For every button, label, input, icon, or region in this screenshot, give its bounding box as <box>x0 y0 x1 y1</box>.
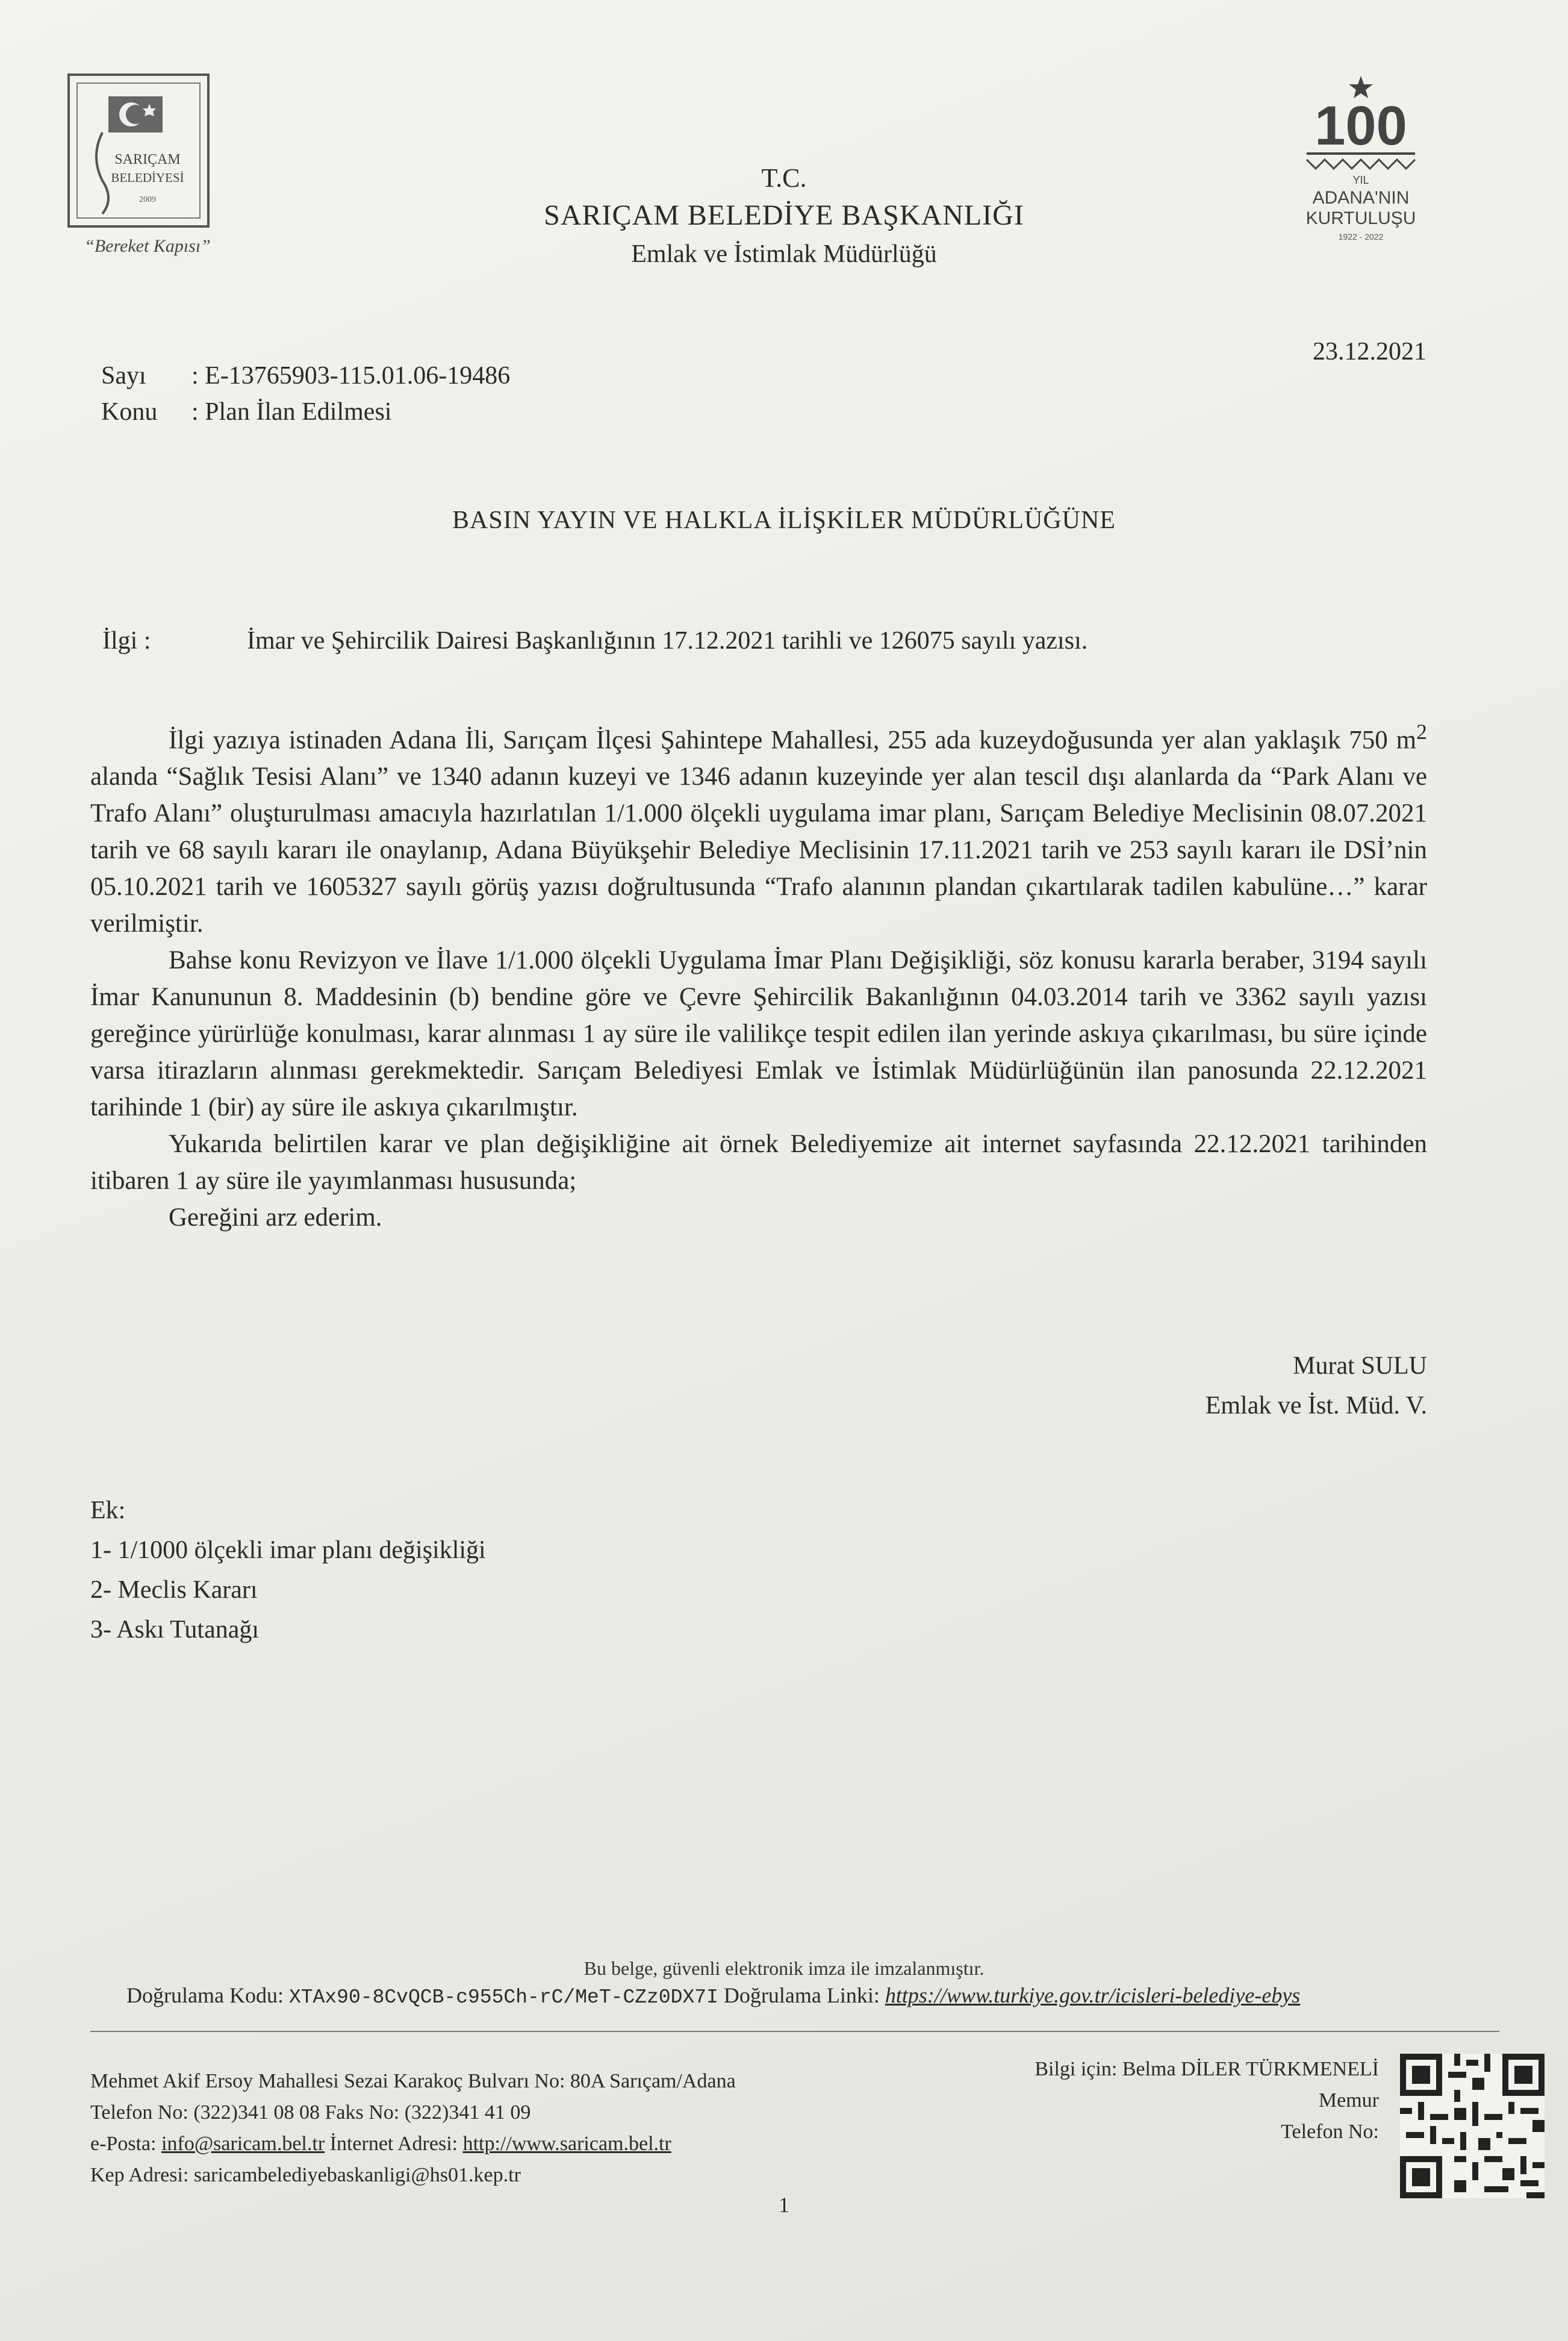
header-department: Emlak ve İstimlak Müdürlüğü <box>631 240 937 268</box>
signature-block <box>1024 1346 1427 1426</box>
ilgi-text: İmar ve Şehircilik Dairesi Başkanlığının 17.12.2021 tarihli ve 126075 sayılı yazısı. <box>247 627 1088 655</box>
body-paragraph-4: Gereğini arz ederim. <box>169 1203 382 1232</box>
svg-text:ADANA'NIN: ADANA'NIN <box>1312 188 1410 208</box>
footer-address-block <box>90 2066 736 2191</box>
document-subject <box>101 397 391 426</box>
verification-code: XTAx90-8CvQCB-c955Ch-rC/MeT-CZz0DX7I <box>288 1986 718 2009</box>
body-paragraph-1: İlgi yazıya istinaden Adana İli, Sarıçam İlçesi Şahintepe Mahallesi, 255 ada kuzeydoğusunda yer alan yaklaşık 750 $m^2$ alanda “Sağlık Tesisi Alanı” ve 1340 adanın kuzeyi ve 1346 adanın kuzeyinde yer alan tescil dışı alanlarda da “Park Alanı ve Trafo Alanı” oluşturulması amacıyla hazırlatılan 1/1.000 ölçekli uygulama imar planı, Sarıçam Belediye Meclisinin 08.07.2021 tarih ve 68 sayılı kararı ile onaylanıp, Adana Büyükşehir Belediye Meclisinin 17.11.2021 tarih ve 253 sayılı kararı ile DSİ’nin 05.10.2021 tarih ve 1605327 sayılı görüş yazısı doğrultusunda “Trafo alanının plandan çıkartılarak tadilen kabulüne…” karar verilmiştir. <box>90 720 1427 938</box>
attachments-label: Ek: <box>90 1497 126 1524</box>
signatory-name: Murat SULU <box>1293 1352 1427 1380</box>
verification-link-label: Doğrulama Linki: <box>723 1983 880 2007</box>
verification-line <box>126 1983 1300 2009</box>
flag-crescent-star-icon <box>108 96 163 132</box>
contact-phone: Telefon No: <box>1281 2121 1379 2143</box>
verification-link[interactable]: https://www.turkiye.gov.tr/icisleri-belediye-ebys <box>885 1983 1301 2007</box>
letter-body <box>90 714 1427 1236</box>
svg-text:1922 - 2022: 1922 - 2022 <box>1338 232 1384 242</box>
contact-info: Bilgi için: Belma DİLER TÜRKMENELİ <box>1034 2058 1379 2080</box>
sayi-value: : E-13765903-115.01.06-19486 <box>191 362 511 390</box>
ilgi-label: İlgi : <box>102 627 151 655</box>
svg-text:2009: 2009 <box>139 195 156 204</box>
footer-kep: Kep Adresi: saricambelediyebaskanligi@hs01.kep.tr <box>90 2164 521 2186</box>
svg-text:KURTULUŞU: KURTULUŞU <box>1305 208 1416 228</box>
attachment-item: 3- Askı Tutanağı <box>90 1616 260 1644</box>
svg-text:BELEDİYESİ: BELEDİYESİ <box>111 170 184 185</box>
header-tc: T.C. <box>761 163 807 193</box>
footer-address: Mehmet Akif Ersoy Mahallesi Sezai Karakoç Bulvarı No: 80A Sarıçam/Adana <box>90 2070 736 2092</box>
reference-line <box>102 626 1087 655</box>
attachment-item: 1- 1/1000 ölçekli imar planı değişikliği <box>90 1536 486 1564</box>
body-paragraph-3: Yukarıda belirtilen karar ve plan değişikliğine ait örnek Belediyemize ait internet sayfasında 22.12.2021 tarihinden itibaren 1 ay süre ile yayımlanması hususunda; <box>90 1130 1427 1195</box>
footer-phone: Telefon No: (322)341 08 08 Faks No: (322)341 41 09 <box>90 2101 531 2124</box>
konu-label: Konu <box>101 398 158 426</box>
attachments <box>90 1491 486 1650</box>
page-number: 1 <box>779 2193 789 2217</box>
footer-divider <box>90 2031 1499 2032</box>
website-link[interactable]: http://www.saricam.bel.tr <box>462 2133 671 2155</box>
header-institution: SARIÇAM BELEDİYE BAŞKANLIĞI <box>544 199 1024 231</box>
svg-text:100: 100 <box>1314 95 1407 157</box>
contact-role: Memur <box>1318 2089 1379 2112</box>
document-date: 23.12.2021 <box>1313 338 1426 366</box>
konu-value: : Plan İlan Edilmesi <box>191 398 392 426</box>
contact-block <box>903 2054 1379 2148</box>
verification-code-label: Doğrulama Kodu: <box>126 1983 284 2007</box>
svg-text:SARIÇAM: SARIÇAM <box>114 152 181 167</box>
footer-email-web: e-Posta: info@saricam.bel.tr İnternet Adresi: http://www.saricam.bel.tr <box>90 2133 671 2155</box>
qr-code-icon <box>1400 2054 1545 2198</box>
attachment-item: 2- Meclis Kararı <box>90 1576 258 1604</box>
document-number <box>101 361 510 390</box>
logo-motto: “Bereket Kapısı” <box>84 236 211 256</box>
addressee: BASIN YAYIN VE HALKLA İLİŞKİLER MÜDÜRLÜĞÜNE <box>452 507 1116 534</box>
esign-note: Bu belge, güvenli elektronik imza ile imzalanmıştır. <box>583 1957 985 1979</box>
body-paragraph-2: Bahse konu Revizyon ve İlave 1/1.000 ölçekli Uygulama İmar Planı Değişikliği, söz konusu kararla beraber, 3194 sayılı İmar Kanununun 8. Maddesinin (b) bendine göre ve Çevre Şehircilik Bakanlığının 04.03.2014 tarih ve 3362 sayılı yazısı gereğince yürürlüğe konulması, karar alınması 1 ay süre ile valilikçe tespit edilen ilan yerinde askıya çıkarılması, bu süre içinde varsa itirazların alınması gerekmektedir. Sarıçam Belediyesi Emlak ve İstimlak Müdürlüğünün ilan panosunda 22.12.2021 tarihinde 1 (bir) ay süre ile askıya çıkarılmıştır. <box>90 946 1427 1122</box>
signatory-title: Emlak ve İst. Müd. V. <box>1205 1392 1427 1420</box>
sayi-label: Sayı <box>101 362 146 390</box>
svg-text:YIL: YIL <box>1352 174 1369 186</box>
email-link[interactable]: info@saricam.bel.tr <box>161 2133 325 2155</box>
